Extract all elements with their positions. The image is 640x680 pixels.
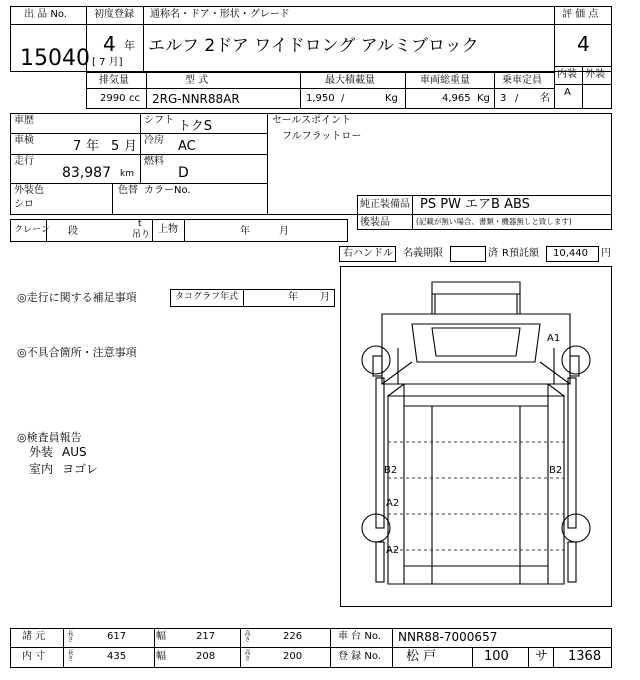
fuel-label: 燃料 — [144, 156, 164, 167]
crane-label: クレーン — [14, 225, 50, 235]
inspector-heading: ◎検査員報告 — [17, 431, 82, 444]
inner-height-label: 高さ — [243, 649, 250, 661]
inspection-year-unit: 年 — [86, 139, 100, 154]
ext-color-value: シロ — [14, 199, 34, 210]
chassis-number: NNR88-7000657 — [398, 630, 498, 644]
exterior-grade-label: 外装 — [585, 69, 605, 80]
exterior-report-label: 外装 — [29, 445, 54, 459]
standard-equipment: PS PW エアB ABS — [420, 197, 530, 212]
registration-class: 100 — [484, 649, 509, 664]
recycle-done: 済 — [488, 248, 498, 259]
width-label: 幅 — [156, 631, 166, 642]
reg-year-unit: 年 — [124, 39, 135, 52]
height-label: 高さ — [243, 630, 250, 642]
interior-grade-label: 内装 — [557, 69, 577, 80]
gross-weight: 4,965 — [442, 93, 471, 104]
recycle-amount: 10,440 — [553, 248, 588, 259]
spec-row-label: 諸 元 — [22, 631, 46, 642]
inspection-month: 5 — [111, 139, 120, 154]
handle-value: 右ハンドル — [343, 248, 393, 259]
lot-number: 15040 — [20, 46, 90, 71]
exterior-report: AUS — [62, 445, 87, 459]
max-load-sep: / — [341, 93, 345, 104]
damage-mark-a1: A1 — [547, 333, 561, 344]
displacement-label: 排気量 — [99, 75, 129, 86]
length-value: 617 — [107, 631, 127, 642]
color-no-label: カラーNo. — [144, 185, 191, 196]
mileage-value: 83,987 — [62, 165, 111, 181]
registration-area: 松 戸 — [406, 649, 437, 664]
top-body-month-unit: 月 — [279, 226, 289, 237]
dimensions-table — [10, 628, 612, 668]
top-body-label: 上物 — [158, 224, 178, 235]
capacity-label: 乗車定員 — [502, 75, 542, 86]
chassis-label: 車 台 No. — [338, 631, 381, 642]
inner-width-value: 208 — [196, 651, 216, 662]
crane-stage-unit: 段 — [68, 226, 78, 237]
damage-mark-a2-upper: A2 — [386, 498, 400, 509]
width-value: 217 — [196, 631, 216, 642]
crane-row — [10, 219, 348, 242]
inspection-label: 車検 — [14, 135, 34, 146]
sales-point-value: フルフラットロー — [282, 131, 362, 142]
length-label: 長さ — [66, 630, 73, 642]
score-label: 評 価 点 — [562, 9, 599, 20]
capacity-unit: 名 — [540, 93, 550, 104]
history-label: 車歴 — [14, 115, 34, 126]
defects-heading: ◎不具合箇所・注意事項 — [17, 346, 137, 359]
color-change-label: 色替 — [118, 185, 138, 196]
lot-label: 出 品 No. — [24, 9, 67, 20]
damage-mark-b2-right: B2 — [549, 465, 563, 476]
max-load-label: 最大積載量 — [325, 75, 375, 86]
interior-report-label: 室内 — [29, 462, 54, 476]
inner-length-label: 長さ — [66, 649, 73, 661]
registration-label: 登 録 No. — [338, 651, 381, 662]
damage-mark-a2-lower: A2 — [386, 545, 400, 556]
inspection-month-unit: 月 — [124, 139, 138, 154]
ac-label: 冷房 — [144, 135, 164, 146]
displacement: 2990 — [100, 93, 126, 104]
mileage-unit: km — [120, 169, 134, 179]
registration-number: 1368 — [568, 649, 602, 664]
top-body-year-unit: 年 — [240, 226, 250, 237]
height-value: 226 — [283, 631, 303, 642]
registration-kana: サ — [535, 649, 549, 664]
interior-report: ヨゴレ — [62, 462, 99, 476]
title-deadline-box — [450, 246, 486, 262]
tachograph-year-unit: 年 — [288, 292, 298, 303]
model-label: 型 式 — [185, 75, 209, 86]
aftermarket-note: (記載が無い場合、書類・機器無しと致します) — [416, 217, 572, 226]
interior-grade: A — [564, 87, 571, 98]
max-load: 1,950 — [306, 93, 335, 104]
damage-mark-b2-left: B2 — [384, 465, 398, 476]
inner-length-value: 435 — [107, 651, 127, 662]
tachograph-month-unit: 月 — [320, 292, 330, 303]
inspection-year: 7 — [73, 139, 82, 154]
shift-label: シフト — [144, 115, 174, 126]
ac-value: AC — [178, 139, 196, 154]
crane-hang-unit: 吊り — [132, 230, 151, 240]
recycle-unit: 円 — [601, 248, 611, 259]
gross-weight-unit: Kg — [477, 93, 490, 104]
mileage-label: 走行 — [14, 156, 34, 167]
supplement-heading: ◎走行に関する補足事項 — [17, 291, 137, 304]
sales-point-label: セールスポイント — [272, 115, 352, 126]
aftermarket-label: 後装品 — [360, 217, 390, 228]
standard-equipment-label: 純正装備品 — [360, 199, 410, 210]
ext-color-label: 外装色 — [14, 185, 44, 196]
capacity-sep: / — [515, 93, 519, 104]
gross-weight-label: 車両総重量 — [420, 75, 470, 86]
max-load-unit: Kg — [385, 93, 398, 104]
model-code: 2RG-NNR88AR — [152, 92, 240, 106]
inner-height-value: 200 — [283, 651, 303, 662]
fuel-value: D — [178, 165, 189, 181]
vehicle-name: エルフ 2ドア ワイドロング アルミブロック — [148, 36, 479, 56]
first-reg-label: 初度登録 — [94, 9, 134, 20]
shift-value: トクS — [178, 119, 212, 134]
capacity: 3 — [500, 93, 507, 104]
crane-ton-unit: t — [138, 219, 142, 229]
inner-row-label: 内 寸 — [22, 651, 46, 662]
tachograph-label: タコグラフ年式 — [175, 292, 239, 302]
displacement-unit: cc — [129, 93, 140, 104]
vehicle-name-label: 通称名・ドア・形状・グレード — [150, 9, 290, 20]
reg-year: 4 — [103, 32, 116, 56]
reg-month: [ 7 月] — [92, 57, 123, 68]
score-value: 4 — [577, 32, 590, 56]
truck-diagram — [340, 266, 612, 607]
recycle-deposit-label: R預託額 — [502, 248, 539, 259]
title-deadline-label: 名義期限 — [403, 248, 443, 259]
inner-width-label: 幅 — [156, 651, 166, 662]
